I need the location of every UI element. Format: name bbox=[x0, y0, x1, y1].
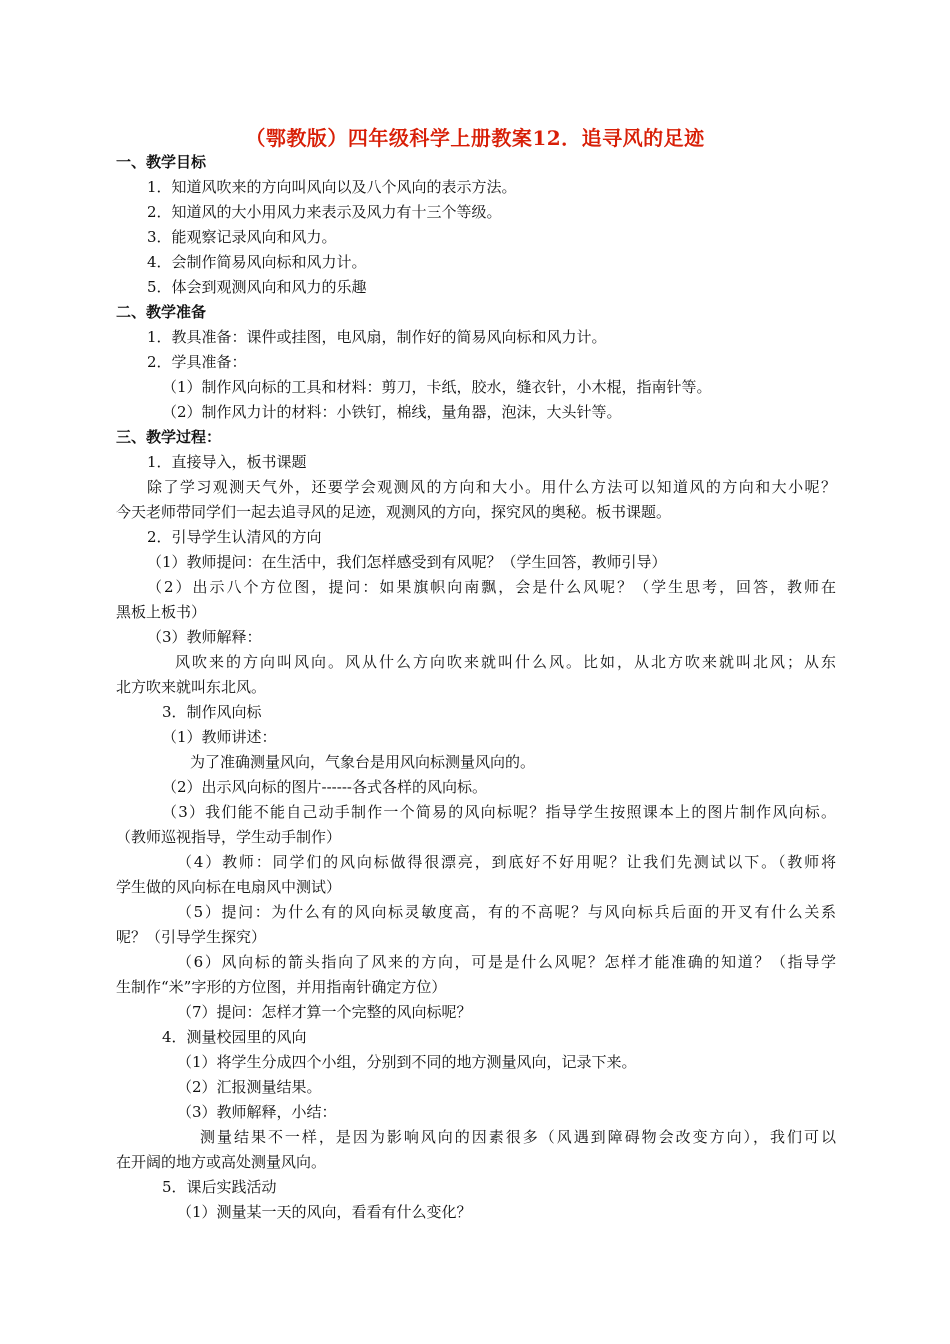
paragraph-line: 风吹来的方向叫风向。风从什么方向吹来就叫什么风。比如，从北方吹来就叫北风；从东 bbox=[175, 653, 836, 671]
process-subitem: （1）将学生分成四个小组，分别到不同的地方测量风向，记录下来。 bbox=[177, 1053, 637, 1071]
document-title: （鄂教版）四年级科学上册教案12．追寻风的足迹 bbox=[245, 126, 705, 150]
process-subitem: （3）我们能不能自己动手制作一个简易的风向标呢？指导学生按照课本上的图片制作风向标。 bbox=[162, 803, 836, 821]
process-subitem: （1）教师提问：在生活中，我们怎样感受到有风呢？（学生回答，教师引导） bbox=[147, 553, 667, 571]
objective-item: 5．体会到观测风向和风力的乐趣 bbox=[147, 278, 367, 296]
section-heading-objectives: 一、教学目标 bbox=[116, 153, 207, 171]
process-subitem: （1）测量某一天的风向，看看有什么变化？ bbox=[177, 1203, 472, 1221]
paragraph-line: 测量结果不一样，是因为影响风向的因素很多（风遇到障碍物会改变方向），我们可以 bbox=[200, 1128, 836, 1146]
section-heading-preparation: 二、教学准备 bbox=[116, 303, 207, 321]
objective-item: 3．能观察记录风向和风力。 bbox=[147, 228, 337, 246]
process-subitem: （5）提问：为什么有的风向标灵敏度高，有的不高呢？与风向标兵后面的开叉有什么关系 bbox=[177, 903, 836, 921]
paragraph-line: 除了学习观测天气外，还要学会观测风的方向和大小。用什么方法可以知道风的方向和大小呢？ bbox=[147, 478, 836, 496]
process-subitem: （3）教师解释： bbox=[147, 628, 262, 646]
process-subitem: （1）教师讲述： bbox=[162, 728, 277, 746]
process-step: 3．制作风向标 bbox=[162, 703, 262, 721]
paragraph-line: 北方吹来就叫东北风。 bbox=[116, 678, 267, 696]
section-heading-process: 三、教学过程： bbox=[116, 428, 222, 446]
objective-item: 2．知道风的大小用风力来表示及风力有十三个等级。 bbox=[147, 203, 502, 221]
process-subitem: （7）提问：怎样才算一个完整的风向标呢？ bbox=[177, 1003, 472, 1021]
objective-item: 1．知道风吹来的方向叫风向以及八个风向的表示方法。 bbox=[147, 178, 517, 196]
paragraph-line: （教师巡视指导，学生动手制作） bbox=[116, 828, 342, 846]
process-subitem: （2）出示风向标的图片------各式各样的风向标。 bbox=[162, 778, 487, 796]
process-subitem: （2）出示八个方位图，提问：如果旗帜向南飘，会是什么风呢？（学生思考，回答，教师在 bbox=[147, 578, 836, 596]
preparation-subitem: （1）制作风向标的工具和材料：剪刀，卡纸，胶水，缝衣针，小木棍，指南针等。 bbox=[162, 378, 712, 396]
process-subitem: （3）教师解释，小结： bbox=[177, 1103, 337, 1121]
process-subitem: （4）教师：同学们的风向标做得很漂亮，到底好不好用呢？让我们先测试以下。（教师将 bbox=[177, 853, 836, 871]
process-step: 5．课后实践活动 bbox=[162, 1178, 277, 1196]
paragraph-line: 生制作“米”字形的方位图，并用指南针确定方位） bbox=[116, 978, 447, 996]
process-step: 4．测量校园里的风向 bbox=[162, 1028, 307, 1046]
process-subitem: （2）汇报测量结果。 bbox=[177, 1078, 322, 1096]
preparation-item: 2．学具准备： bbox=[147, 353, 247, 371]
objective-item: 4．会制作简易风向标和风力计。 bbox=[147, 253, 367, 271]
paragraph-line: 学生做的风向标在电扇风中测试） bbox=[116, 878, 342, 896]
paragraph-line: 今天老师带同学们一起去追寻风的足迹，观测风的方向，探究风的奥秘。板书课题。 bbox=[116, 503, 672, 521]
process-subitem: （6）风向标的箭头指向了风来的方向，可是是什么风呢？怎样才能准确的知道？（指导学 bbox=[177, 953, 836, 971]
process-step: 2．引导学生认清风的方向 bbox=[147, 528, 322, 546]
paragraph-line: 呢？（引导学生探究） bbox=[116, 928, 267, 946]
process-step: 1．直接导入，板书课题 bbox=[147, 453, 307, 471]
paragraph-line: 黑板上板书） bbox=[116, 603, 207, 621]
paragraph-line: 为了准确测量风向，气象台是用风向标测量风向的。 bbox=[190, 753, 536, 771]
preparation-subitem: （2）制作风力计的材料：小铁钉，棉线，量角器，泡沫，大头针等。 bbox=[162, 403, 622, 421]
preparation-item: 1．教具准备：课件或挂图，电风扇，制作好的简易风向标和风力计。 bbox=[147, 328, 607, 346]
paragraph-line: 在开阔的地方或高处测量风向。 bbox=[116, 1153, 327, 1171]
